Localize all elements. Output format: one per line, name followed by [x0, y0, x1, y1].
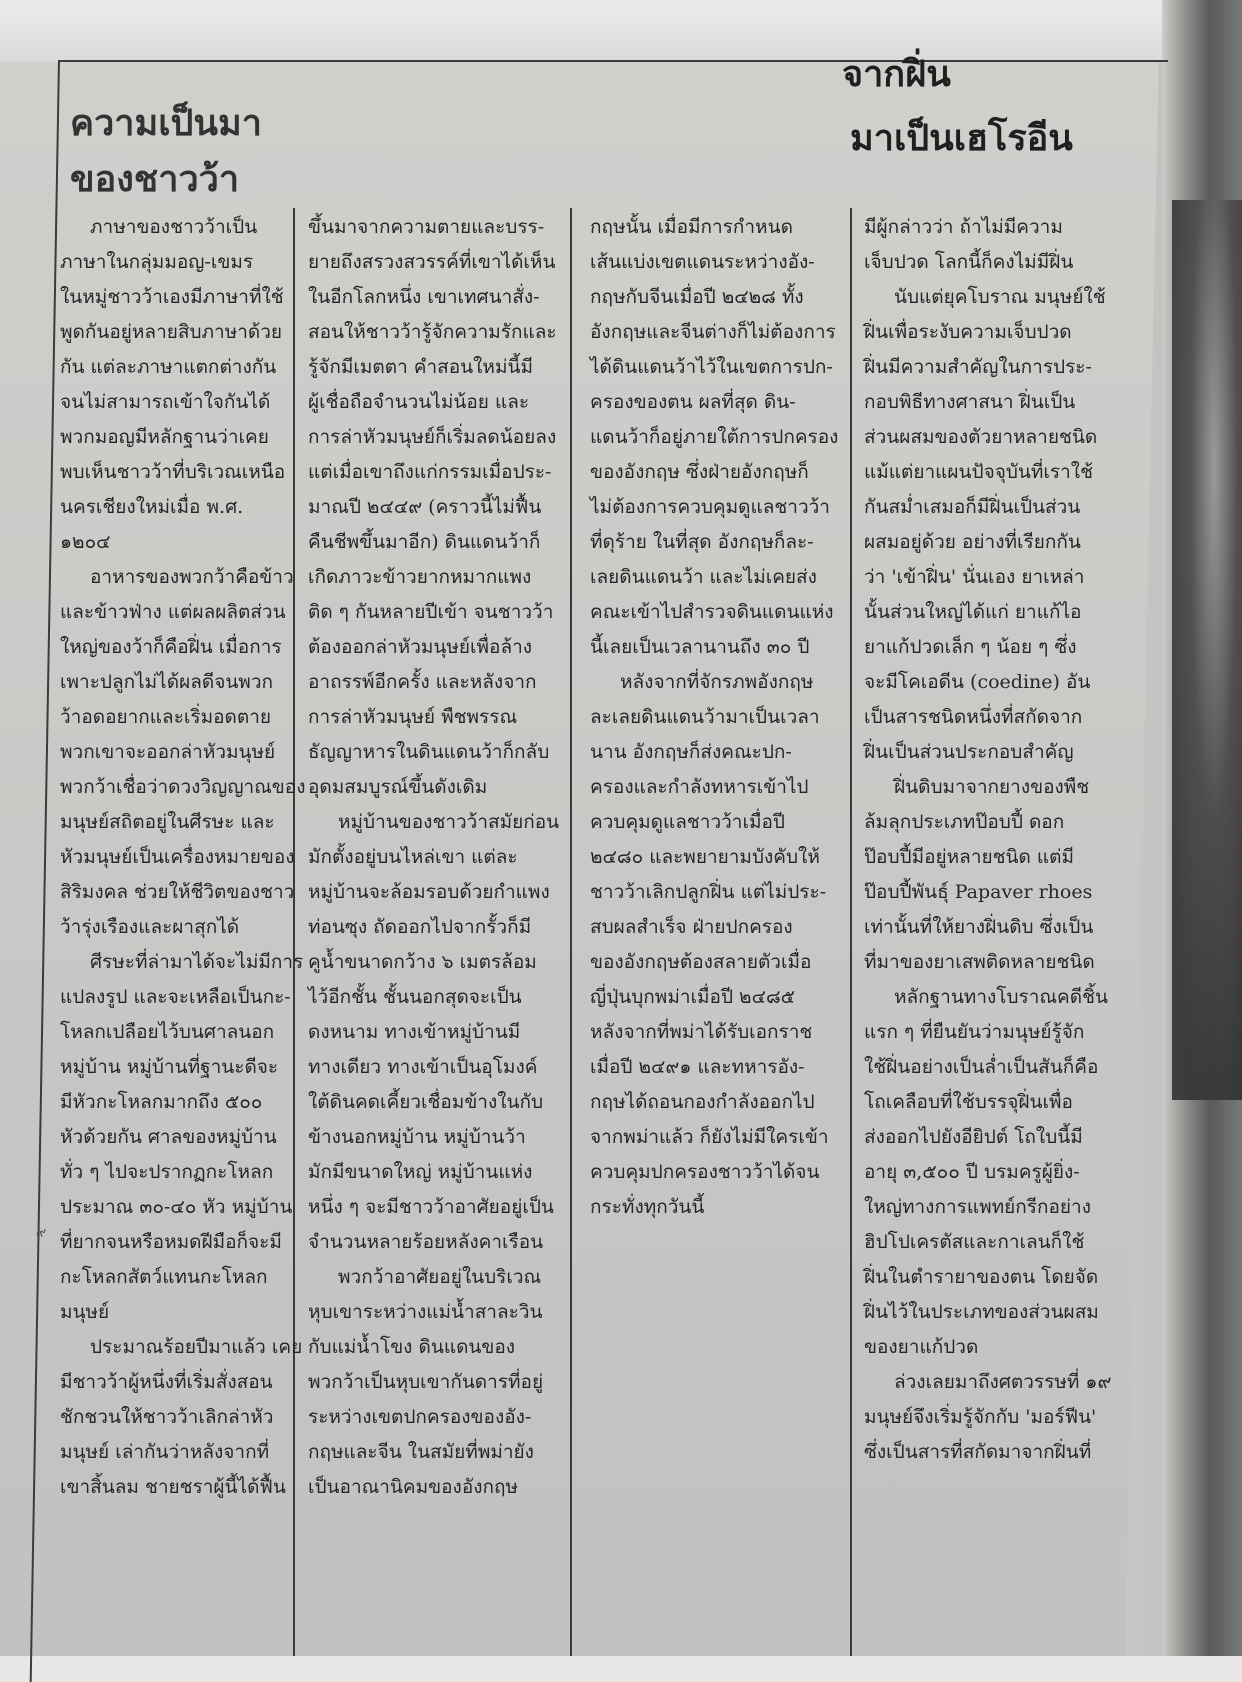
text-line: ประมาณร้อยปีมาแล้ว เคย: [90, 1336, 303, 1358]
text-line: ฝิ่นดิบมาจากยางของพืช: [894, 776, 1090, 798]
text-line: มักตั้งอยู่บนไหล่เขา แต่ละ: [308, 846, 518, 868]
text-line: จากพม่าแล้ว ก็ยังไม่มีใครเข้า: [590, 1126, 829, 1148]
text-line: สอนให้ชาวว้ารู้จักความรักและ: [308, 321, 557, 343]
text-line: ทั่ว ๆ ไปจะปรากฏกะโหลก: [60, 1161, 274, 1183]
text-line: ระหว่างเขตปกครองของอัง-: [308, 1406, 532, 1428]
text-line: ฮิปโปเครตัสและกาเลนก็ใช้: [864, 1231, 1085, 1253]
text-line: เส้นแบ่งเขตแดนระหว่างอัง-: [590, 251, 815, 273]
text-line: ฝิ่นมีความสำคัญในการประ-: [864, 356, 1092, 378]
text-line: ไว้อีกชั้น ชั้นนอกสุดจะเป็น: [308, 986, 522, 1008]
text-line: สิริมงคล ช่วยให้ชีวิตของชาว: [60, 881, 295, 903]
text-line: หลักฐานทางโบราณคดีชิ้น: [894, 986, 1108, 1008]
text-line: กฤษกับจีนเมื่อปี ๒๔๒๘ ทั้ง: [590, 286, 804, 308]
text-line: พวกว้าเชื่อว่าดวงวิญญาณของ: [60, 776, 306, 798]
text-line: ๑๒๐๔: [60, 531, 111, 553]
text-line: ป๊อบปี้มีอยู่หลายชนิด แต่มี: [864, 846, 1075, 868]
text-line: ไม่ต้องการควบคุมดูแลชาวว้า: [590, 496, 830, 518]
text-line: นครเชียงใหม่เมื่อ พ.ศ.: [60, 496, 244, 518]
text-line: พวกมอญมีหลักฐานว่าเคย: [60, 426, 269, 448]
text-line: ครองและกำลังทหารเข้าไป: [590, 776, 809, 798]
text-line: นับแต่ยุคโบราณ มนุษย์ใช้: [894, 286, 1106, 308]
text-line: ล้มลุกประเภทป๊อบปี้ ดอก: [864, 811, 1065, 833]
text-line: อายุ ๓,๕๐๐ ปี บรมครูผู้ยิ่ง-: [864, 1161, 1080, 1183]
text-line: แปลงรูป และจะเหลือเป็นกะ-: [60, 986, 291, 1008]
text-line: อาถรรพ์อีกครั้ง และหลังจาก: [308, 671, 537, 693]
text-line: มักมีขนาดใหญ่ หมู่บ้านแห่ง: [308, 1161, 533, 1183]
text-line: ขึ้นมาจากความตายและบรร-: [308, 216, 545, 238]
text-line: ใต้ดินคดเคี้ยวเชื่อมข้างในกับ: [308, 1091, 544, 1113]
text-line: สบผลสำเร็จ ฝ่ายปกครอง: [590, 916, 793, 938]
text-line: จะมีโคเอดีน (coedine) อัน: [864, 671, 1091, 693]
text-line: มีชาวว้าผู้หนึ่งที่เริ่มสั่งสอน: [60, 1371, 273, 1393]
text-line: พูดกันอยู่หลายสิบภาษาด้วย: [60, 321, 283, 343]
text-line: ต้องออกล่าหัวมนุษย์เพื่อล้าง: [308, 636, 533, 658]
text-line: เลยดินแดนว้า และไม่เคยส่ง: [590, 566, 817, 588]
text-line: กฤษและจีน ในสมัยที่พม่ายัง: [308, 1441, 534, 1463]
text-line: โหลกเปลือยไว้บนศาลนอก: [60, 1021, 275, 1043]
text-line: โถเคลือบที่ใช้บรรจุฝิ่นเพื่อ: [864, 1091, 1073, 1113]
text-line: ญี่ปุ่นบุกพม่าเมื่อปี ๒๔๘๕: [590, 986, 795, 1008]
text-line: ที่ดุร้าย ในที่สุด อังกฤษก็ละ-: [590, 531, 814, 553]
text-line: อาหารของพวกว้าคือข้าว: [90, 566, 294, 588]
column-rule: [570, 208, 572, 1656]
text-line: กะโหลกสัตว์แทนกะโหลก: [60, 1266, 268, 1288]
text-line: การล่าหัวมนุษย์ พืชพรรณ: [308, 706, 518, 728]
section-heading-opium: [842, 42, 1073, 170]
text-line: ควบคุมดูแลชาวว้าเมื่อปี: [590, 811, 785, 833]
column-rule: [850, 208, 852, 1656]
text-line: ของอังกฤษต้องสลายตัวเมื่อ: [590, 951, 812, 973]
text-line: พวกเขาจะออกล่าหัวมนุษย์: [60, 741, 276, 763]
text-line: จำนวนหลายร้อยหลังคาเรือน: [308, 1231, 544, 1253]
text-line: ชาวว้าเลิกปลูกฝิ่น แต่ไม่ประ-: [590, 881, 827, 903]
text-line: แต่เมื่อเขาถึงแก่กรรมเมื่อประ-: [308, 461, 552, 483]
text-line: มนุษย์: [60, 1301, 110, 1323]
heading-line: จากฝิ่น: [842, 53, 951, 95]
text-line: ละเลยดินแดนว้ามาเป็นเวลา: [590, 706, 820, 728]
text-line: ๒๔๘๐ และพยายามบังคับให้: [590, 846, 820, 868]
text-line: ป๊อบปี้พันธุ์ Papaver rhoes: [864, 881, 1093, 903]
text-line: พบเห็นชาวว้าที่บริเวณเหนือ: [60, 461, 286, 483]
text-line: มนุษย์สถิตอยู่ในศีรษะ และ: [60, 811, 275, 833]
text-line: ดงหนาม ทางเข้าหมู่บ้านมี: [308, 1021, 521, 1043]
text-line: กฤษนั้น เมื่อมีการกำหนด: [590, 216, 793, 238]
text-line: ครองของตน ผลที่สุด ดิน-: [590, 391, 796, 413]
heading-line: มาเป็นเฮโรอีน: [850, 117, 1073, 159]
text-line: จนไม่สามารถเข้าใจกันได้: [60, 391, 271, 413]
text-column-2: [308, 210, 566, 1505]
text-line: เป็นอาณานิคมของอังกฤษ: [308, 1476, 519, 1498]
text-line: พวกว้าเป็นหุบเขากันดารที่อยู่: [308, 1371, 544, 1393]
text-line: ติด ๆ กันหลายปีเข้า จนชาวว้า: [308, 601, 554, 623]
text-line: ที่ยากจนหรือหมดฝีมือก็จะมี: [60, 1231, 282, 1253]
text-line: กันสม่ำเสมอก็มีฝิ่นเป็นส่วน: [864, 496, 1081, 518]
text-line: ในหมู่ชาวว้าเองมีภาษาที่ใช้: [60, 286, 284, 308]
text-line: ธัญญาหารในดินแดนว้าก็กลับ: [308, 741, 550, 763]
text-line: กับแม่น้ำโขง ดินแดนของ: [308, 1336, 516, 1358]
text-line: ล่วงเลยมาถึงศตวรรษที่ ๑๙: [894, 1371, 1112, 1393]
text-line: หมู่บ้าน หมู่บ้านที่ฐานะดีจะ: [60, 1056, 279, 1078]
column-rule: [293, 208, 295, 1656]
text-line: หนึ่ง ๆ จะมีชาวว้าอาศัยอยู่เป็น: [308, 1196, 554, 1218]
text-line: ใช้ฝิ่นอย่างเป็นล่ำเป็นสันก็คือ: [864, 1056, 1099, 1078]
text-line: หมู่บ้านจะล้อมรอบด้วยกำแพง: [308, 881, 550, 903]
text-line: ทางเดียว ทางเข้าเป็นอุโมงค์: [308, 1056, 538, 1078]
text-line: ฝิ่นเพื่อระงับความเจ็บปวด: [864, 321, 1072, 343]
text-line: ผสมอยู่ด้วย อย่างที่เรียกกัน: [864, 531, 1081, 553]
text-line: เป็นสารชนิดหนึ่งที่สกัดจาก: [864, 706, 1083, 728]
text-line: ได้ดินแดนว้าไว้ในเขตการปก-: [590, 356, 833, 378]
text-line: หลังจากที่จักรภพอังกฤษ: [620, 671, 814, 693]
text-line: ส่วนผสมของตัวยาหลายชนิด: [864, 426, 1098, 448]
text-line: ซึ่งเป็นสารที่สกัดมาจากฝิ่นที่: [864, 1441, 1092, 1463]
text-line: มนุษย์ เล่ากันว่าหลังจากที่: [60, 1441, 270, 1463]
text-line: ว้ารุ่งเรืองและผาสุกได้: [60, 916, 240, 938]
text-line: ผู้เชื่อถือจำนวนไม่น้อย และ: [308, 391, 530, 413]
text-line: ฝิ่นไว้ในประเภทของส่วนผสม: [864, 1301, 1099, 1323]
text-line: เพาะปลูกไม่ได้ผลดีจนพวก: [60, 671, 274, 693]
text-line: อุดมสมบูรณ์ขึ้นดังเดิม: [308, 776, 488, 798]
text-line: คณะเข้าไปสำรวจดินแดนแห่ง: [590, 601, 834, 623]
text-line: มีผู้กล่าวว่า ถ้าไม่มีความ: [864, 216, 1063, 238]
text-line: หมู่บ้านของชาวว้าสมัยก่อน: [338, 811, 560, 833]
text-line: คูน้ำขนาดกว้าง ๖ เมตรล้อม: [308, 951, 537, 973]
text-line: หลังจากที่พม่าได้รับเอกราช: [590, 1021, 813, 1043]
text-line: ข้างนอกหมู่บ้าน หมู่บ้านว้า: [308, 1126, 526, 1148]
text-line: ยายถึงสรวงสวรรค์ที่เขาได้เห็น: [308, 251, 556, 273]
text-line: เท่านั้นที่ให้ยางฝิ่นดิบ ซึ่งเป็น: [864, 916, 1094, 938]
text-line: ว่า 'เข้าฝิ่น' นั่นเอง ยาเหล่า: [864, 566, 1085, 588]
text-line: ที่มาของยาเสพติดหลายชนิด: [864, 951, 1095, 973]
text-line: หัวมนุษย์เป็นเครื่องหมายของ: [60, 846, 295, 868]
adjacent-photo-shadow: [1172, 200, 1242, 1100]
text-line: รู้จักมีเมตตา คำสอนใหม่นี้มี: [308, 356, 533, 378]
text-line: นั้นส่วนใหญ่ได้แก่ ยาแก้ไอ: [864, 601, 1082, 623]
section-heading-origin: [70, 95, 262, 207]
text-line: เมื่อปี ๒๔๙๑ และทหารอัง-: [590, 1056, 805, 1078]
text-line: มาณปี ๒๔๔๙ (คราวนี้ไม่ฟื้น: [308, 496, 542, 518]
text-line: นี้เลยเป็นเวลานานถึง ๓๐ ปี: [590, 636, 810, 658]
text-line: ท่อนซุง ถัดออกไปจากรั้วก็มี: [308, 916, 532, 938]
text-line: กัน แต่ละภาษาแตกต่างกัน: [60, 356, 277, 378]
text-line: มีหัวกะโหลกมากถึง ๕๐๐: [60, 1091, 263, 1113]
text-line: อังกฤษและจีนต่างก็ไม่ต้องการ: [590, 321, 836, 343]
text-line: นาน อังกฤษก็ส่งคณะปก-: [590, 741, 792, 763]
text-line: ฝิ่นในตำรายาของตน โดยจัด: [864, 1266, 1099, 1288]
text-line: ส่งออกไปยังอียิปต์ โถใบนี้มี: [864, 1126, 1083, 1148]
page-margin-mark: ๙: [36, 1225, 47, 1241]
text-line: หุบเขาระหว่างแม่น้ำสาละวิน: [308, 1301, 543, 1323]
text-line: คืนชีพขึ้นมาอีก) ดินแดนว้าก็: [308, 531, 541, 553]
text-column-4: [864, 210, 1112, 1470]
text-line: ว้าอดอยากและเริ่มอดตาย: [60, 706, 272, 728]
text-line: ของยาแก้ปวด: [864, 1336, 979, 1358]
text-column-1: [60, 210, 306, 1505]
text-line: ในอีกโลกหนึ่ง เขาเทศนาสั่ง-: [308, 286, 540, 308]
text-line: ประมาณ ๓๐-๔๐ หัว หมู่บ้าน: [60, 1196, 293, 1218]
text-column-3: [590, 210, 848, 1225]
heading-line: ของชาวว้า: [70, 158, 240, 200]
text-line: แรก ๆ ที่ยืนยันว่ามนุษย์รู้จัก: [864, 1021, 1085, 1043]
text-line: ของอังกฤษ ซึ่งฝ่ายอังกฤษก็: [590, 461, 809, 483]
text-line: ภาษาของชาวว้าเป็น: [90, 216, 258, 238]
text-line: การล่าหัวมนุษย์ก็เริ่มลดน้อยลง: [308, 426, 557, 448]
text-line: ศีรษะที่ล่ามาได้จะไม่มีการ: [90, 951, 304, 973]
text-line: กฤษได้ถอนกองกำลังออกไป: [590, 1091, 815, 1113]
text-line: กอบพิธีทางศาสนา ฝิ่นเป็น: [864, 391, 1076, 413]
text-line: ชักชวนให้ชาวว้าเลิกล่าหัว: [60, 1406, 274, 1428]
text-line: หัวด้วยกัน ศาลของหมู่บ้าน: [60, 1126, 277, 1148]
text-line: ภาษาในกลุ่มมอญ-เขมร: [60, 251, 254, 273]
text-line: ใหญ่ของว้าก็คือฝิ่น เมื่อการ: [60, 636, 282, 658]
text-line: ควบคุมปกครองชาวว้าได้จน: [590, 1161, 820, 1183]
text-line: ยาแก้ปวดเล็ก ๆ น้อย ๆ ซึ่ง: [864, 636, 1077, 658]
text-line: พวกว้าอาศัยอยู่ในบริเวณ: [338, 1266, 542, 1288]
text-line: เจ็บปวด โลกนี้ก็คงไม่มีฝิ่น: [864, 251, 1074, 273]
text-line: มนุษย์จึงเริ่มรู้จักกับ 'มอร์ฟีน': [864, 1406, 1097, 1428]
text-line: เขาสิ้นลม ชายชราผู้นี้ได้ฟื้น: [60, 1476, 286, 1498]
text-line: และข้าวฟ่าง แต่ผลผลิตส่วน: [60, 601, 286, 623]
text-line: ใหญ่ทางการแพทย์กรีกอย่าง: [864, 1196, 1091, 1218]
text-line: แดนว้าก็อยู่ภายใต้การปกครอง: [590, 426, 839, 448]
text-line: กระทั่งทุกวันนี้: [590, 1196, 705, 1218]
text-line: เกิดภาวะข้าวยากหมากแพง: [308, 566, 532, 588]
heading-line: ความเป็นมา: [70, 102, 262, 144]
text-line: แม้แต่ยาแผนปัจจุบันที่เราใช้: [864, 461, 1093, 483]
text-line: ฝิ่นเป็นส่วนประกอบสำคัญ: [864, 741, 1074, 763]
